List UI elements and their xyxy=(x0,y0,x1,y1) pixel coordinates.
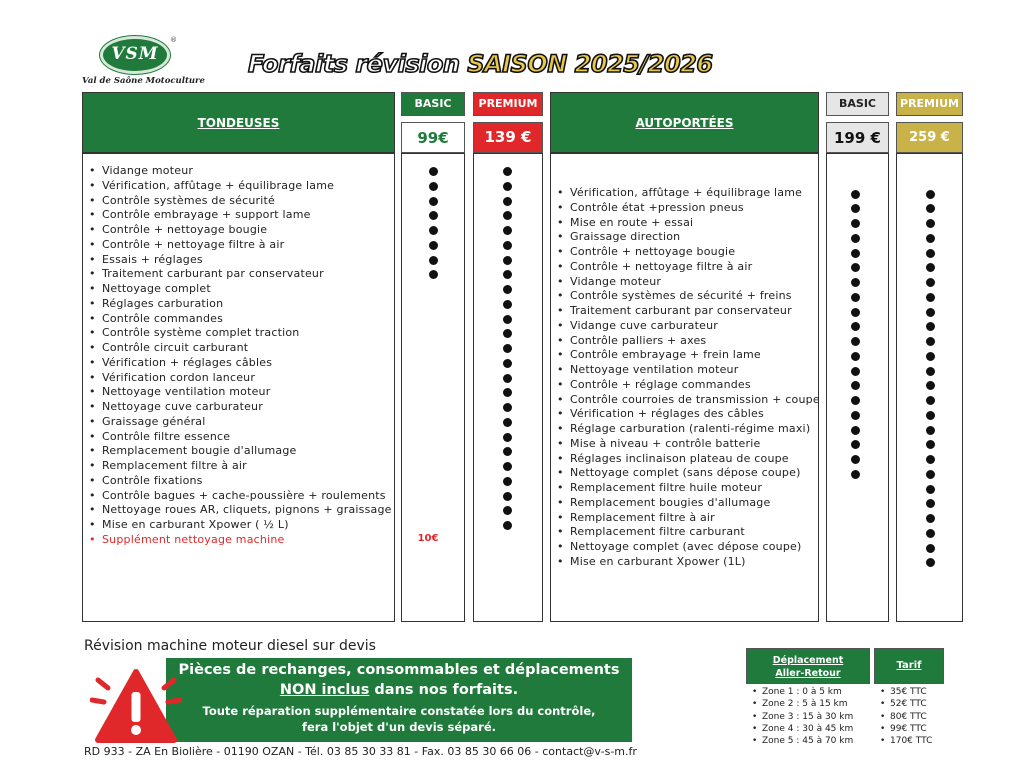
company-logo xyxy=(82,34,205,90)
mowers-items-item: • Contrôle embrayage + support lame xyxy=(84,208,394,223)
title-part1: Forfaits révision xyxy=(248,50,460,78)
mowers-premium-label: PREMIUM xyxy=(473,92,543,116)
riders-basic-included-dot xyxy=(851,367,860,376)
mowers-premium-included-dot xyxy=(503,182,512,191)
riders-premium-included-dot xyxy=(926,470,935,479)
mowers-items-item: • Contrôle circuit carburant xyxy=(84,341,394,356)
travel-zone-item: • Zone 1 : 0 à 5 km xyxy=(748,686,872,698)
riders-premium-included-dot xyxy=(926,381,935,390)
riders-premium-label: PREMIUM xyxy=(896,92,963,116)
mowers-premium-included-dot xyxy=(503,197,512,206)
mowers-basic-label: BASIC xyxy=(401,92,465,116)
exclusions-line2-rest: dans nos forfaits. xyxy=(369,682,519,698)
exclusions-line3 xyxy=(166,703,632,735)
riders-premium-included-dot xyxy=(926,426,935,435)
mowers-premium-included-dot xyxy=(503,344,512,353)
riders-basic-included-dot xyxy=(851,308,860,317)
riders-items-item: • Réglages inclinaison plateau de coupe xyxy=(552,452,820,467)
riders-basic-included-dot xyxy=(851,352,860,361)
exclusions-line1: Pièces de rechanges, consommables et déplacements xyxy=(178,662,620,678)
riders-items-item: • Contrôle + réglage commandes xyxy=(552,378,820,393)
exclusions-not-included: NON inclus xyxy=(279,682,370,698)
riders-items-item: • Contrôle systèmes de sécurité + freins xyxy=(552,289,820,304)
mowers-heading: TONDEUSES xyxy=(197,116,280,130)
riders-basic-label: BASIC xyxy=(826,92,889,116)
mowers-items-item: • Contrôle systèmes de sécurité xyxy=(84,194,394,209)
mowers-basic-included-dot xyxy=(429,226,438,235)
riders-premium-included-dot xyxy=(926,352,935,361)
mowers-premium-included-dot xyxy=(503,418,512,427)
warning-triangle-icon xyxy=(90,666,182,746)
mowers-basic-included-dot xyxy=(429,182,438,191)
riders-items-item: • Traitement carburant par conservateur xyxy=(552,304,820,319)
riders-items-item: • Graissage direction xyxy=(552,230,820,245)
mowers-premium-included-dot xyxy=(503,226,512,235)
riders-items-item: • Contrôle embrayage + frein lame xyxy=(552,348,820,363)
travel-zone-item: • Zone 2 : 5 à 15 km xyxy=(748,698,872,710)
mowers-items-item: • Traitement carburant par conservateur xyxy=(84,267,394,282)
riders-premium-included-dot xyxy=(926,322,935,331)
logo-registered: ® xyxy=(170,36,177,44)
riders-premium-included-dot xyxy=(926,278,935,287)
mowers-premium-included-dot xyxy=(503,285,512,294)
mowers-basic-included-dot xyxy=(429,270,438,279)
mowers-items-item: • Contrôle + nettoyage bougie xyxy=(84,223,394,238)
exclusions-quote-note: fera l'objet d'un devis séparé. xyxy=(301,720,496,734)
riders-premium-included-dot xyxy=(926,293,935,302)
travel-zone-header xyxy=(746,648,870,684)
mowers-items-item: • Vérification + réglages câbles xyxy=(84,356,394,371)
travel-zone-item: • Zone 5 : 45 à 70 km xyxy=(748,735,872,747)
tariff-list xyxy=(876,686,946,747)
mowers-items-item: • Remplacement bougie d'allumage xyxy=(84,444,394,459)
mowers-basic-included-dot xyxy=(429,167,438,176)
riders-heading: AUTOPORTÉES xyxy=(635,116,734,130)
riders-items-item: • Nettoyage complet (sans dépose coupe) xyxy=(552,466,820,481)
riders-items-item: • Contrôle + nettoyage filtre à air xyxy=(552,260,820,275)
riders-item-list xyxy=(552,186,820,570)
riders-basic-included-dot xyxy=(851,278,860,287)
logo-mark: VSM xyxy=(111,44,159,64)
travel-header-line2: Aller-Retour xyxy=(775,668,841,679)
riders-premium-included-dot xyxy=(926,337,935,346)
mowers-basic-price: 99€ xyxy=(401,122,465,153)
travel-zone-list xyxy=(748,686,872,747)
tariff-item: • 99€ TTC xyxy=(876,723,946,735)
mowers-premium-included-dot xyxy=(503,403,512,412)
riders-premium-included-dot xyxy=(926,558,935,567)
tariff-item: • 52€ TTC xyxy=(876,698,946,710)
tariff-item: • 35€ TTC xyxy=(876,686,946,698)
riders-premium-included-dot xyxy=(926,440,935,449)
riders-premium-included-dot xyxy=(926,411,935,420)
riders-premium-included-dot xyxy=(926,204,935,213)
riders-basic-included-dot xyxy=(851,470,860,479)
mowers-premium-included-dot xyxy=(503,433,512,442)
tariff-header: Tarif xyxy=(874,648,944,684)
riders-items-item: • Remplacement filtre carburant xyxy=(552,525,820,540)
mowers-premium-included-dot xyxy=(503,315,512,324)
riders-items-item: • Mise à niveau + contrôle batterie xyxy=(552,437,820,452)
travel-zone-item: • Zone 4 : 30 à 45 km xyxy=(748,723,872,735)
riders-basic-included-dot xyxy=(851,426,860,435)
riders-basic-included-dot xyxy=(851,396,860,405)
mowers-premium-included-dot xyxy=(503,256,512,265)
mowers-items-item: • Vérification, affûtage + équilibrage lame xyxy=(84,179,394,194)
page-title xyxy=(248,50,713,84)
riders-basic-included-dot xyxy=(851,455,860,464)
mowers-items-item: • Essais + réglages xyxy=(84,253,394,268)
riders-premium-included-dot xyxy=(926,367,935,376)
riders-items-item: • Vérification + réglages des câbles xyxy=(552,407,820,422)
riders-items-item: • Contrôle courroies de transmission + coupe xyxy=(552,393,820,408)
riders-basic-price: 199 € xyxy=(826,122,889,153)
tariff-item: • 80€ TTC xyxy=(876,711,946,723)
riders-premium-included-dot xyxy=(926,234,935,243)
mowers-basic-included-dot xyxy=(429,241,438,250)
exclusions-line2 xyxy=(166,682,632,698)
mowers-items-item: • Nettoyage ventilation moteur xyxy=(84,385,394,400)
mowers-premium-price: 139 € xyxy=(473,122,543,153)
mowers-items-item: • Contrôle système complet traction xyxy=(84,326,394,341)
riders-basic-included-dot xyxy=(851,249,860,258)
riders-items-item: • Vidange cuve carburateur xyxy=(552,319,820,334)
riders-items-item: • Nettoyage ventilation moteur xyxy=(552,363,820,378)
mowers-premium-included-dot xyxy=(503,241,512,250)
mowers-basic-included-dot xyxy=(429,211,438,220)
mowers-items-item: • Graissage général xyxy=(84,415,394,430)
riders-premium-included-dot xyxy=(926,308,935,317)
mowers-items-item: • Nettoyage complet xyxy=(84,282,394,297)
riders-premium-included-dot xyxy=(926,529,935,538)
mowers-items-item: • Réglages carburation xyxy=(84,297,394,312)
mowers-premium-included-dot xyxy=(503,477,512,486)
riders-items-item: • Mise en carburant Xpower (1L) xyxy=(552,555,820,570)
mowers-basic-included-dot xyxy=(429,256,438,265)
riders-premium-included-dot xyxy=(926,263,935,272)
mowers-items-item: • Vidange moteur xyxy=(84,164,394,179)
riders-basic-included-dot xyxy=(851,411,860,420)
riders-premium-included-dot xyxy=(926,499,935,508)
riders-items-item: • Nettoyage complet (avec dépose coupe) xyxy=(552,540,820,555)
logo-tagline: Val de Saône Motoculture xyxy=(82,76,205,86)
riders-items-item: • Mise en route + essai xyxy=(552,216,820,231)
mowers-items-item: • Vérification cordon lanceur xyxy=(84,371,394,386)
mowers-premium-included-dot xyxy=(503,300,512,309)
travel-zone-item: • Zone 3 : 15 à 30 km xyxy=(748,711,872,723)
riders-premium-included-dot xyxy=(926,249,935,258)
mowers-premium-included-dot xyxy=(503,492,512,501)
riders-items-item: • Remplacement filtre huile moteur xyxy=(552,481,820,496)
riders-basic-included-dot xyxy=(851,190,860,199)
riders-premium-included-dot xyxy=(926,190,935,199)
diesel-note: Révision machine moteur diesel sur devis xyxy=(84,638,376,654)
mowers-items-item: • Nettoyage cuve carburateur xyxy=(84,400,394,415)
riders-premium-included-dot xyxy=(926,219,935,228)
mowers-premium-included-dot xyxy=(503,167,512,176)
riders-basic-included-dot xyxy=(851,293,860,302)
mowers-items-item: • Nettoyage roues AR, cliquets, pignons + graissage xyxy=(84,503,394,518)
riders-basic-included-dot xyxy=(851,337,860,346)
tariff-item: • 170€ TTC xyxy=(876,735,946,747)
mowers-premium-included-dot xyxy=(503,462,512,471)
riders-premium-price: 259 € xyxy=(896,122,963,153)
riders-items-item: • Remplacement filtre à air xyxy=(552,511,820,526)
mowers-premium-included-dot xyxy=(503,521,512,530)
riders-premium-included-dot xyxy=(926,455,935,464)
riders-items-item: • Vidange moteur xyxy=(552,275,820,290)
riders-premium-included-dot xyxy=(926,514,935,523)
mowers-basic-column xyxy=(401,153,465,622)
riders-premium-included-dot xyxy=(926,485,935,494)
mowers-extra-price: 10€ xyxy=(417,533,439,544)
company-footer: RD 933 - ZA En Biolière - 01190 OZAN - Tél. 03 85 30 33 81 - Fax. 03 85 30 66 06 - contact@v-s-m.fr xyxy=(84,745,637,758)
riders-premium-included-dot xyxy=(926,396,935,405)
riders-basic-included-dot xyxy=(851,234,860,243)
riders-items-item: • Remplacement bougies d'allumage xyxy=(552,496,820,511)
mowers-items-item: • Contrôle filtre essence xyxy=(84,430,394,445)
title-part2: SAISON 2025/2026 xyxy=(467,50,713,78)
riders-heading-box xyxy=(550,92,819,153)
mowers-extra-item: • Supplément nettoyage machine xyxy=(84,533,394,548)
mowers-heading-box xyxy=(82,92,395,153)
mowers-items-item: • Contrôle bagues + cache-poussière + roulements xyxy=(84,489,394,504)
mowers-items-item: • Remplacement filtre à air xyxy=(84,459,394,474)
mowers-item-list xyxy=(84,164,394,548)
mowers-premium-included-dot xyxy=(503,359,512,368)
mowers-items-item: • Mise en carburant Xpower ( ½ L) xyxy=(84,518,394,533)
mowers-basic-included-dot xyxy=(429,197,438,206)
riders-premium-included-dot xyxy=(926,544,935,553)
mowers-premium-included-dot xyxy=(503,374,512,383)
riders-items-item: • Contrôle état +pression pneus xyxy=(552,201,820,216)
travel-header-line1: Déplacement xyxy=(772,655,844,666)
riders-items-item: • Contrôle + nettoyage bougie xyxy=(552,245,820,260)
riders-items-item: • Contrôle palliers + axes xyxy=(552,334,820,349)
mowers-items-item: • Contrôle + nettoyage filtre à air xyxy=(84,238,394,253)
riders-basic-included-dot xyxy=(851,219,860,228)
exclusions-box xyxy=(166,658,632,742)
exclusions-repair-note: Toute réparation supplémentaire constatée lors du contrôle, xyxy=(202,704,596,718)
mowers-items-item: • Contrôle fixations xyxy=(84,474,394,489)
riders-items-item: • Réglage carburation (ralenti-régime maxi) xyxy=(552,422,820,437)
mowers-items-item: • Contrôle commandes xyxy=(84,312,394,327)
riders-items-item: • Vérification, affûtage + équilibrage lame xyxy=(552,186,820,201)
